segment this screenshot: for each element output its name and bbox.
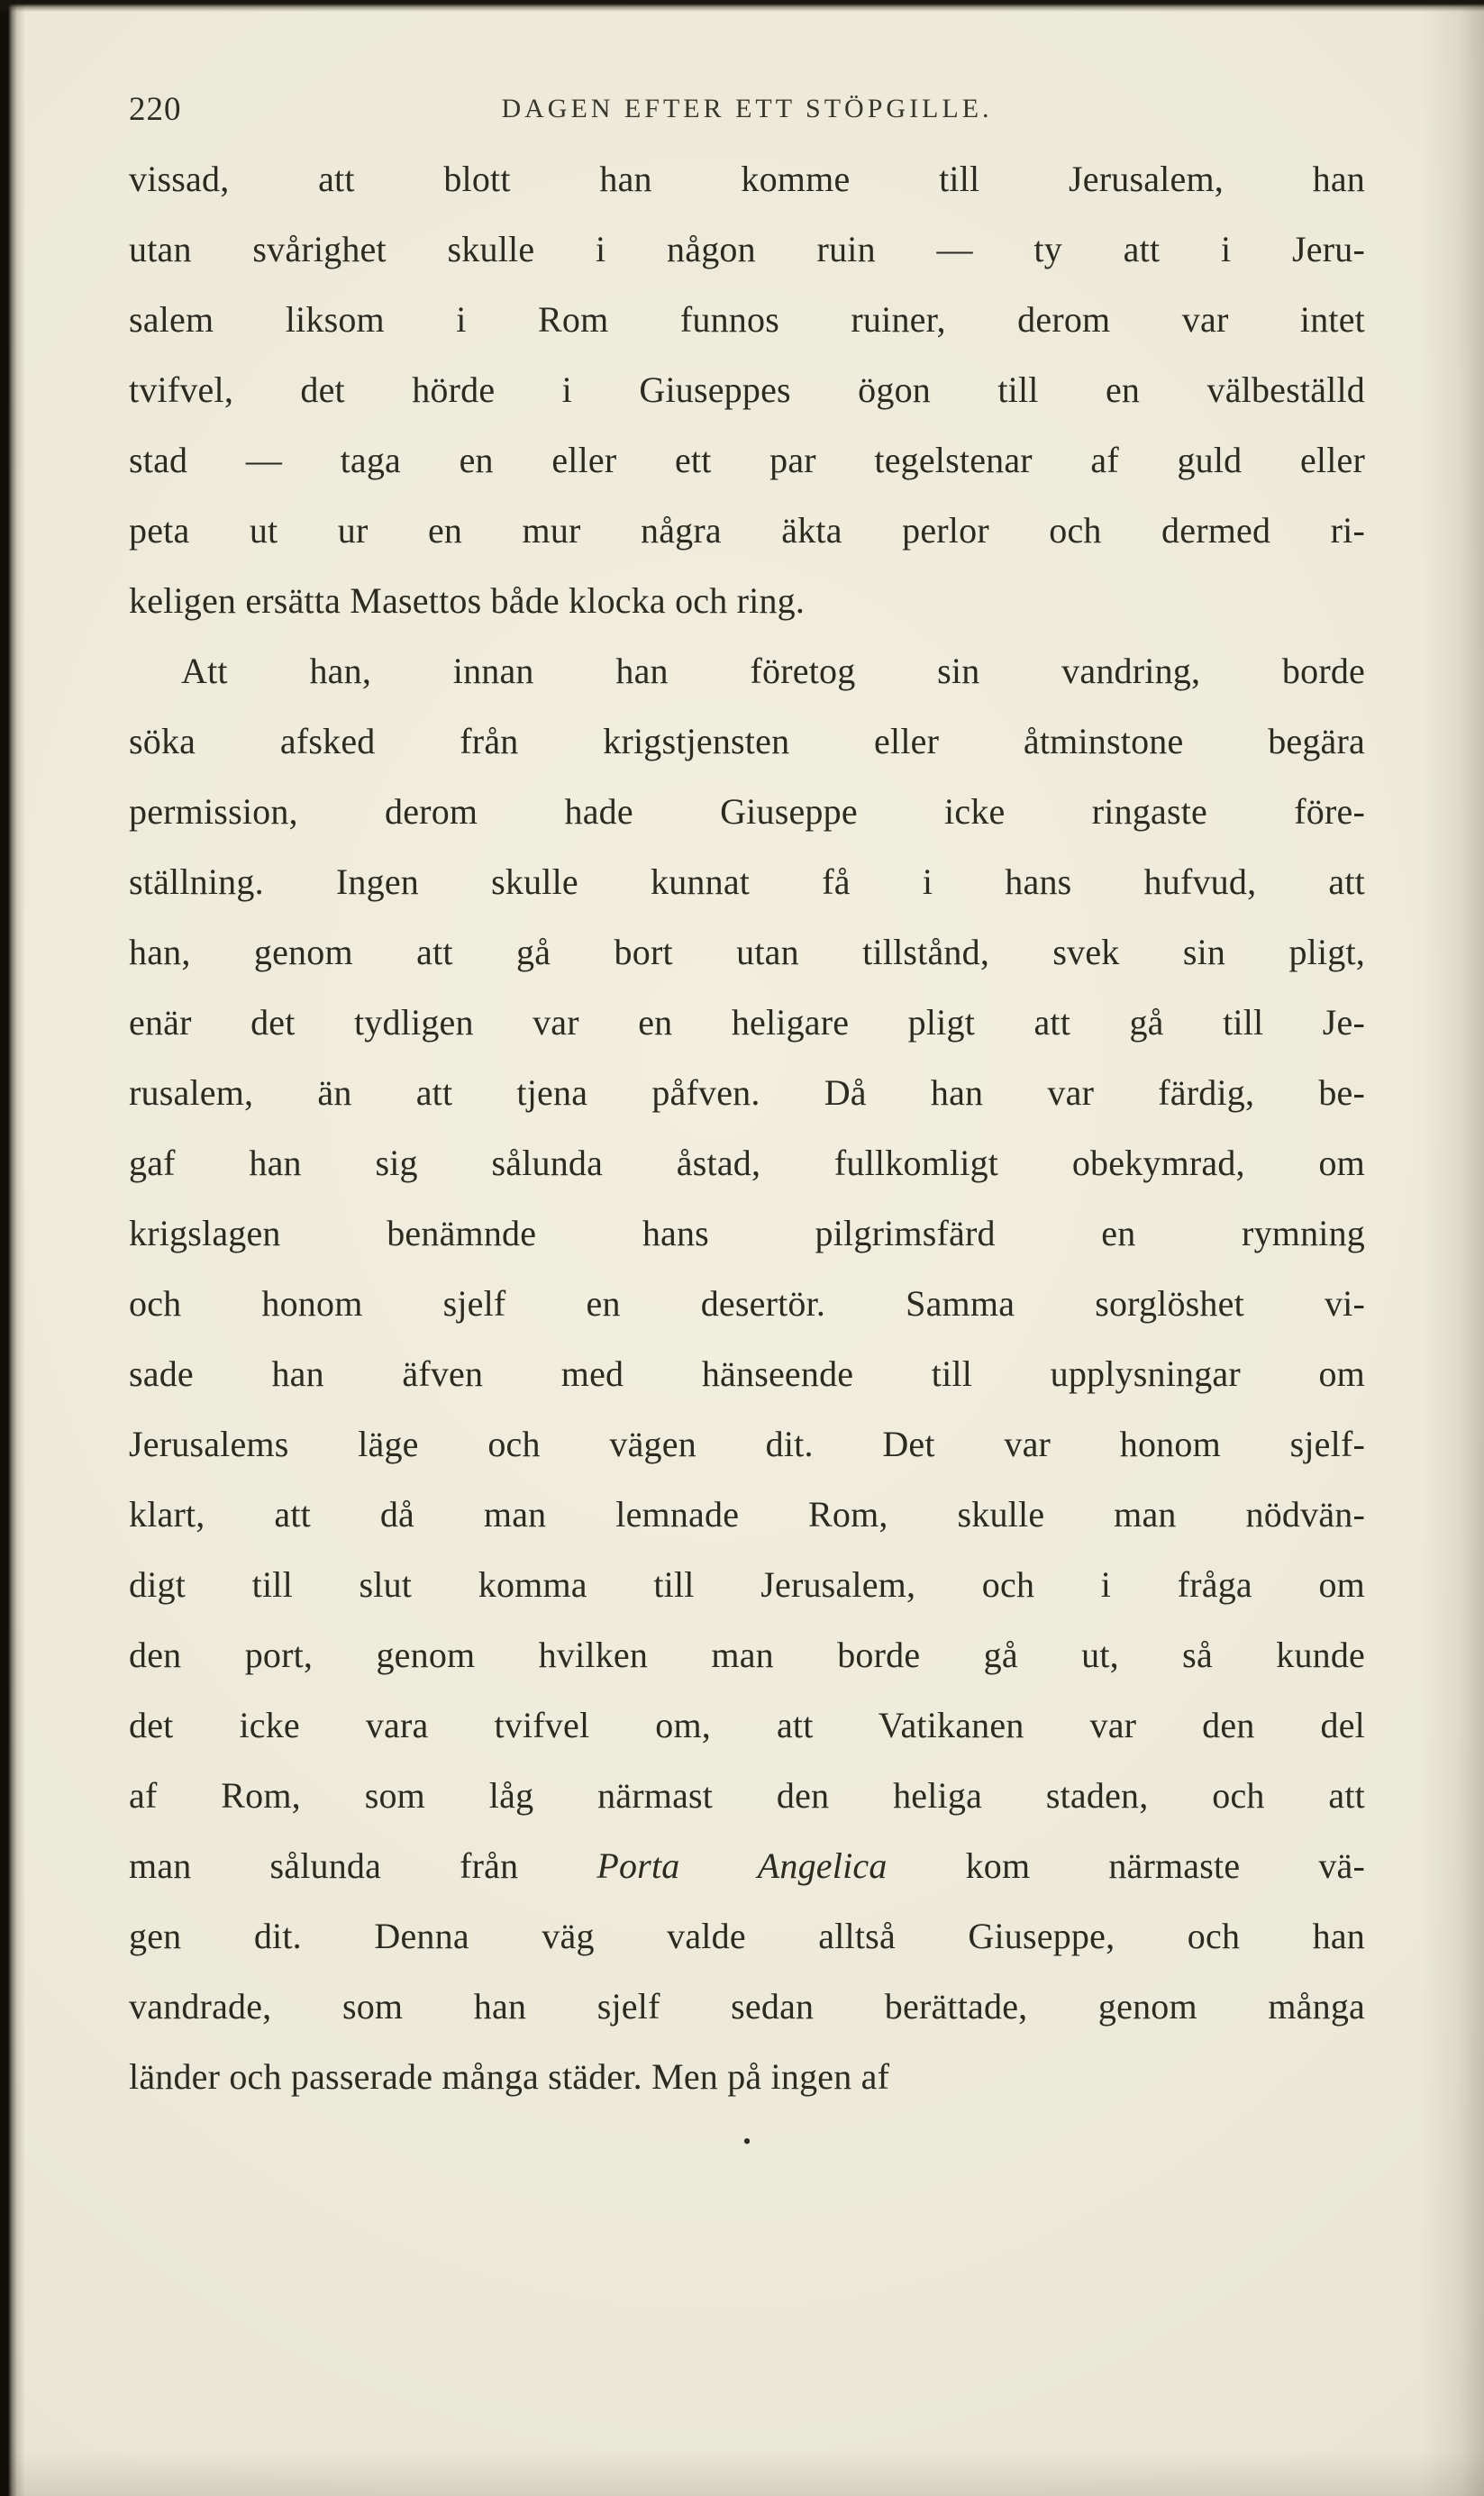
text-line: länder och passerade många städer. Men på ingen af <box>129 2056 890 2097</box>
text-line: salem liksom i Rom funnos ruiner, derom var intet <box>129 299 1365 340</box>
italic-text: Porta Angelica <box>596 1845 888 1886</box>
text-line: permission, derom hade Giuseppe icke ringaste före- <box>129 791 1365 832</box>
text-line: Jerusalems läge och vägen dit. Det var honom sjelf- <box>129 1424 1365 1464</box>
scan-edge-right <box>1421 0 1484 2496</box>
text-line: och honom sjelf en desertör. Samma sorglöshet vi- <box>129 1283 1365 1324</box>
text-line: ställning. Ingen skulle kunnat få i hans hufvud, att <box>129 861 1365 902</box>
text-line: vandrade, som han sjelf sedan berättade, genom många <box>129 1986 1365 2027</box>
text-line: söka afsked från krigstjensten eller åtminstone begära <box>129 721 1365 761</box>
text-line: utan svårighet skulle i någon ruin — ty att i Jeru- <box>129 229 1365 269</box>
text-segment: kom närmaste vä- <box>887 1845 1366 1886</box>
text-line: digt till slut komma till Jerusalem, och i fråga om <box>129 1564 1365 1605</box>
center-dot: • <box>742 2128 751 2154</box>
text-line: rusalem, än att tjena påfven. Då han var färdig, be- <box>129 1072 1365 1113</box>
text-line: Att han, innan han företog sin vandring, borde <box>181 651 1365 691</box>
page-text <box>129 144 1365 2112</box>
text-line: peta ut ur en mur några äkta perlor och dermed ri- <box>129 510 1365 551</box>
text-line: tvifvel, det hörde i Giuseppes ögon till en välbeställd <box>129 369 1365 410</box>
scan-edge-bottom <box>0 2451 1484 2496</box>
text-segment: man sålunda från <box>129 1845 597 1886</box>
text-line: af Rom, som låg närmast den heliga staden, och att <box>129 1775 1365 1816</box>
text-line <box>129 1831 1365 1901</box>
text-line: krigslagen benämnde hans pilgrimsfärd en rymning <box>129 1213 1365 1253</box>
text-line: vissad, att blott han komme till Jerusalem, han <box>129 159 1365 199</box>
text-line: gen dit. Denna väg valde alltså Giuseppe, och han <box>129 1916 1365 1956</box>
text-line: stad — taga en eller ett par tegelstenar af guld eller <box>129 440 1365 480</box>
scan-edge-left <box>0 0 25 2496</box>
text-line: gaf han sig sålunda åstad, fullkomligt obekymrad, om <box>129 1143 1365 1183</box>
text-line: det icke vara tvifvel om, att Vatikanen var den del <box>129 1705 1365 1745</box>
text-line: den port, genom hvilken man borde gå ut, så kunde <box>129 1635 1365 1675</box>
text-line: enär det tydligen var en heligare pligt att gå till Je- <box>129 1002 1365 1043</box>
scan-edge-top <box>0 0 1484 12</box>
page-header <box>129 88 1365 132</box>
text-line: keligen ersätta Masettos både klocka och ring. <box>129 580 806 621</box>
text-line: sade han äfven med hänseende till upplysningar om <box>129 1353 1365 1394</box>
running-header: DAGEN EFTER ETT STÖPGILLE. <box>501 94 993 123</box>
text-line: han, genom att gå bort utan tillstånd, svek sin pligt, <box>129 932 1365 972</box>
page-number: 220 <box>129 91 182 128</box>
text-line: klart, att då man lemnade Rom, skulle man nödvän- <box>129 1494 1365 1535</box>
